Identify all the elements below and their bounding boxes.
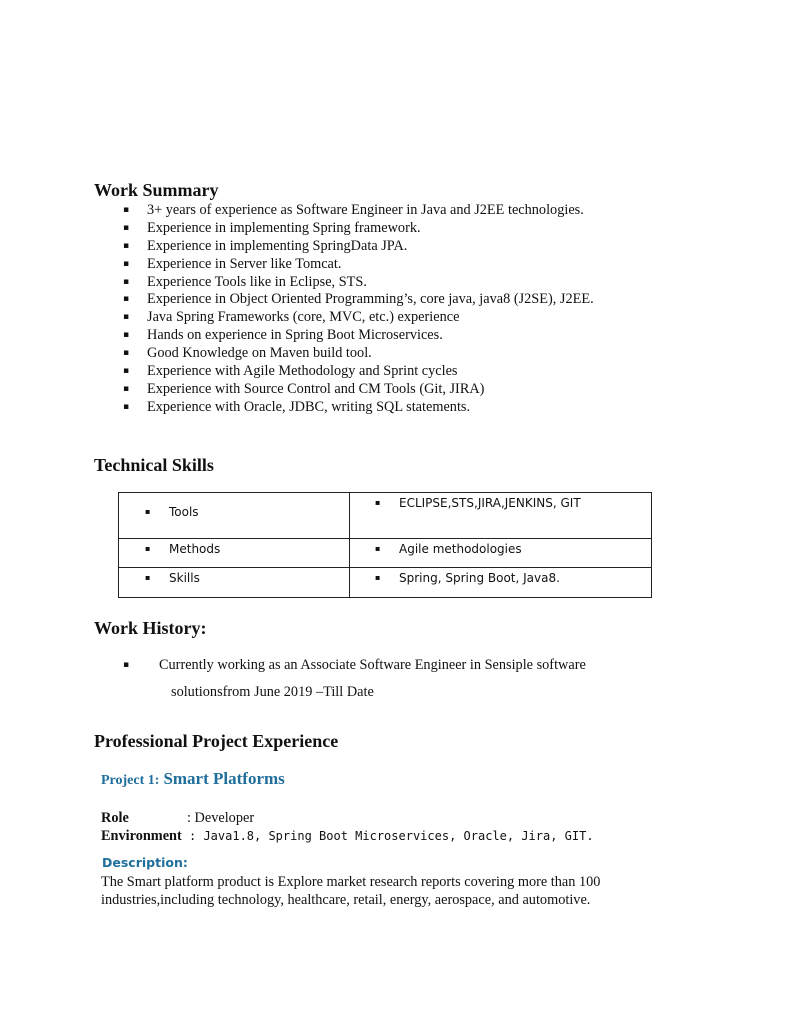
list-item	[118, 291, 594, 309]
list-item	[118, 345, 594, 363]
skill-category: Skills	[169, 571, 200, 585]
bullet-icon: ▪	[123, 330, 130, 341]
project-number: Project 1:	[101, 773, 160, 788]
bullet-icon: ▪	[123, 366, 130, 377]
description-label: Description:	[102, 855, 188, 870]
bullet-icon: ▪	[123, 312, 130, 323]
list-item-text: Java Spring Frameworks (core, MVC, etc.) experience	[147, 309, 460, 326]
bullet-icon: ▪	[145, 507, 151, 516]
list-item	[118, 363, 594, 381]
table-row	[119, 493, 652, 539]
project-description: The Smart platform product is Explore market research reports covering more than 100 industries,including technology, healthcare, retail, energy, aerospace, and automotive.	[101, 874, 601, 908]
technical-skills-table	[118, 492, 652, 598]
list-item-text: Experience in Server like Tomcat.	[147, 255, 342, 272]
work-history-line: solutionsfrom June 2019 –Till Date	[171, 684, 374, 700]
list-item-text: Experience Tools like in Eclipse, STS.	[147, 273, 367, 290]
list-item-text: Experience in implementing SpringData JPA.	[147, 237, 408, 254]
environment-row	[101, 828, 594, 845]
list-item-text: 3+ years of experience as Software Engineer in Java and J2EE technologies.	[147, 202, 584, 218]
bullet-icon: ▪	[123, 205, 130, 215]
table-row	[119, 539, 652, 568]
technical-skills-heading: Technical Skills	[94, 455, 214, 475]
role-value: : Developer	[187, 810, 255, 826]
list-item-text: Experience with Agile Methodology and Sprint cycles	[147, 363, 458, 380]
list-item-text: Experience in implementing Spring framework.	[147, 219, 421, 236]
role-label: Role	[101, 810, 129, 826]
project-title	[101, 769, 285, 789]
work-history-heading: Work History:	[94, 618, 207, 638]
bullet-icon: ▪	[375, 498, 381, 507]
list-item-text: Experience with Source Control and CM Tools (Git, JIRA)	[147, 380, 485, 397]
list-item	[118, 274, 594, 292]
list-item-text: Experience with Oracle, JDBC, writing SQL statements.	[147, 398, 471, 415]
list-item-text: Hands on experience in Spring Boot Microservices.	[147, 327, 443, 344]
table-row	[119, 568, 652, 598]
list-item	[118, 381, 594, 399]
bullet-icon: ▪	[123, 222, 130, 233]
list-item	[118, 309, 594, 327]
bullet-icon: ▪	[375, 544, 381, 553]
skill-value: Spring, Spring Boot, Java8.	[399, 571, 560, 585]
skill-category: Methods	[169, 542, 221, 556]
bullet-icon: ▪	[123, 383, 130, 394]
project-experience-heading: Professional Project Experience	[94, 731, 339, 751]
list-item	[118, 327, 594, 345]
role-row	[101, 810, 254, 827]
project-name: Smart Platforms	[163, 769, 285, 788]
list-item	[118, 220, 594, 238]
bullet-icon: ▪	[123, 258, 130, 269]
work-history-line: Currently working as an Associate Software Engineer in Sensiple software	[159, 657, 586, 673]
skill-value: Agile methodologies	[399, 542, 522, 556]
list-item	[118, 202, 594, 220]
environment-label: Environment	[101, 828, 182, 844]
bullet-icon: ▪	[145, 544, 151, 553]
bullet-icon: ▪	[123, 294, 130, 305]
list-item-text: Experience in Object Oriented Programming’s, core java, java8 (J2SE), J2EE.	[147, 291, 594, 308]
bullet-icon: ▪	[123, 348, 130, 359]
bullet-icon: ▪	[123, 240, 130, 251]
work-summary-list	[118, 202, 594, 417]
list-item	[118, 238, 594, 256]
bullet-icon: ▪	[375, 573, 381, 582]
bullet-icon: ▪	[145, 573, 151, 582]
bullet-icon: ▪	[123, 276, 130, 287]
list-item	[118, 399, 594, 417]
bullet-icon: ▪	[123, 660, 130, 670]
list-item	[118, 256, 594, 274]
environment-value: : Java1.8, Spring Boot Microservices, Oracle, Jira, GIT.	[181, 829, 594, 843]
list-item-text: Good Knowledge on Maven build tool.	[147, 345, 372, 362]
skill-category: Tools	[169, 505, 199, 519]
skill-value: ECLIPSE,STS,JIRA,JENKINS, GIT	[399, 496, 581, 510]
work-summary-heading: Work Summary	[94, 180, 219, 200]
bullet-icon: ▪	[123, 401, 130, 412]
